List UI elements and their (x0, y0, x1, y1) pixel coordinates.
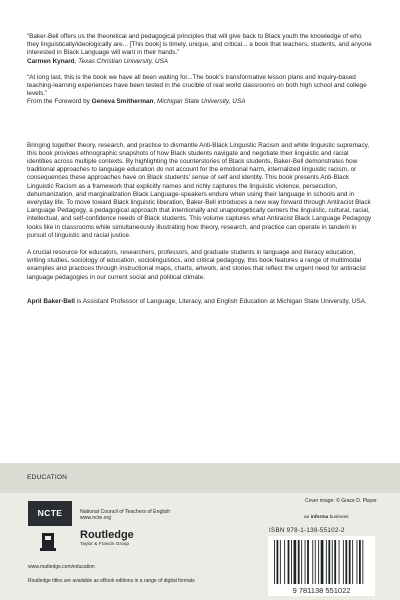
barcode-bars (274, 540, 363, 584)
barcode-bar (307, 540, 309, 584)
barcode-bar (362, 540, 363, 584)
barcode-bar (343, 540, 344, 584)
description-paragraph-2: A crucial resource for educators, researchers, professors, and graduate students in language and literacy education, writing studies, sociology of education, sociolinguistics, and critical pedagogy, this book features a range of multimodal examples and practices through instructional maps, charts, artwork, and stories that reflect the urgent need for antiracist language pedagogies in our current social and political climate. (27, 249, 366, 281)
barcode-bar (280, 540, 281, 584)
barcode-bar (321, 540, 324, 584)
barcode-bar (339, 540, 340, 584)
barcode-bar (345, 540, 347, 584)
barcode-bar (349, 540, 351, 584)
author-bio (27, 298, 372, 306)
quote-2-text: “At long last, this is the book we have all been waiting for...The book’s transformative lesson plans and inquiry-based teaching-learning experiences have been tested in the crucible of real world classrooms on both high school and college levels.” (27, 73, 367, 98)
category-band (0, 463, 400, 493)
author-bio-name: April Baker-Bell (27, 297, 75, 305)
isbn-label: ISBN 978-1-138-55102-2 (269, 527, 345, 534)
quote-2 (27, 74, 372, 107)
ncte-name: National Council of Teachers of English (80, 509, 171, 515)
routledge-subtitle: Taylor & Francis Group (80, 542, 130, 547)
category-label: EDUCATION (27, 474, 68, 481)
quote-1-affiliation: Texas Christian University, USA (78, 57, 169, 65)
barcode-bar (332, 540, 333, 584)
barcode-bar (288, 540, 290, 584)
barcode-bar (294, 540, 297, 584)
barcode-bar (291, 540, 292, 584)
barcode-bar (274, 540, 275, 584)
barcode-bar (357, 540, 358, 584)
barcode-bar (334, 540, 336, 584)
imprint-suffix: business (329, 515, 349, 520)
quote-2-author: Geneva Smitherman (91, 98, 154, 106)
routledge-url: www.routledge.com/education (28, 564, 95, 570)
quote-1 (27, 33, 372, 66)
author-bio-text: is Assistant Professor of Language, Literacy, and English Education at Michigan State University, USA. (76, 297, 367, 305)
quote-2-affiliation: Michigan State University, USA (157, 98, 246, 106)
imprint-prefix: an (304, 515, 310, 520)
barcode-bar (315, 540, 316, 584)
informa-imprint (304, 515, 349, 520)
barcode-bar (318, 540, 319, 584)
barcode-bar (328, 540, 330, 584)
quote-1-author: Carmen Kynard (27, 57, 75, 65)
ncte-url: www.ncte.org (80, 515, 112, 522)
ncte-info (80, 509, 170, 521)
cover-credit: Cover image: © Grace D. Player (305, 498, 377, 504)
quote-2-attribution: From the Foreword by Geneva Smitherman, Michigan State University, USA (27, 98, 246, 106)
routledge-name: Routledge (80, 529, 134, 541)
publisher-area (0, 463, 400, 600)
barcode-bar (301, 540, 302, 584)
barcode-bar (312, 540, 313, 584)
quote-1-attribution: Carmen Kynard, Texas Christian University, USA (27, 57, 169, 65)
barcode-digits: 9 781138 551022 (292, 586, 351, 595)
quote-1-text: “Baker-Bell offers us the theoretical and pedagogical principles that will give back to Black youth the knowledge of who they linguistically/ideologically are... [This book] is timely, unique, and critical... a book that teachers, students, and anyone interested in Black Language will want in their hands.” (27, 33, 372, 57)
barcode-bar (305, 540, 306, 584)
isbn-barcode (268, 536, 375, 596)
barcode-bar (284, 540, 285, 584)
barcode-bar (277, 540, 279, 584)
imprint-name: informa (310, 515, 329, 520)
ebook-note: Routledge titles are available as eBook editions in a range of digital formats (28, 578, 195, 584)
description-paragraph: Bringing together theory, research, and practice to dismantle Anti-Black Linguistic Racism and white linguistic supremacy, this book provides ethnographic snapshots of how Black students navigate and negotiate their linguistic and racial identities across multiple contexts. By highlighting the counterstories of Black students, Baker-Bell demonstrates how traditional approaches to language education do not account for the emotional harm, internalized linguistic racism, or consequences these approaches have on Black students’ sense of self and identity. This book presents Anti-Black Linguistic Racism as a framework that explicitly names and richly captures the linguistic violence, persecution, dehumanization, and marginalization Black Language-speakers endure when using their language in schools and in everyday life. To move toward Black linguistic liberation, Baker-Bell introduces a new way forward through Antiracist Black Language Pedagogy, a pedagogical approach that intentionally and unapologetically centers the linguistic, cultural, racial, intellectual, and self-confidence needs of Black students. This volume captures what Antiracist Black Language Pedagogy looks like in classrooms while simultaneously illustrating how theory, research, and practice can operate in tandem in pursuit of linguistic and racial justice. (27, 141, 372, 239)
text-column (27, 33, 372, 306)
barcode-bar (359, 540, 361, 584)
routledge-logo-icon (28, 530, 72, 554)
quote-2-prefix: From the Foreword by (27, 98, 90, 106)
ncte-logo: NCTE (28, 501, 72, 526)
barcode-bar (298, 540, 300, 584)
barcode-bar (352, 540, 353, 584)
barcode-bar (326, 540, 327, 584)
